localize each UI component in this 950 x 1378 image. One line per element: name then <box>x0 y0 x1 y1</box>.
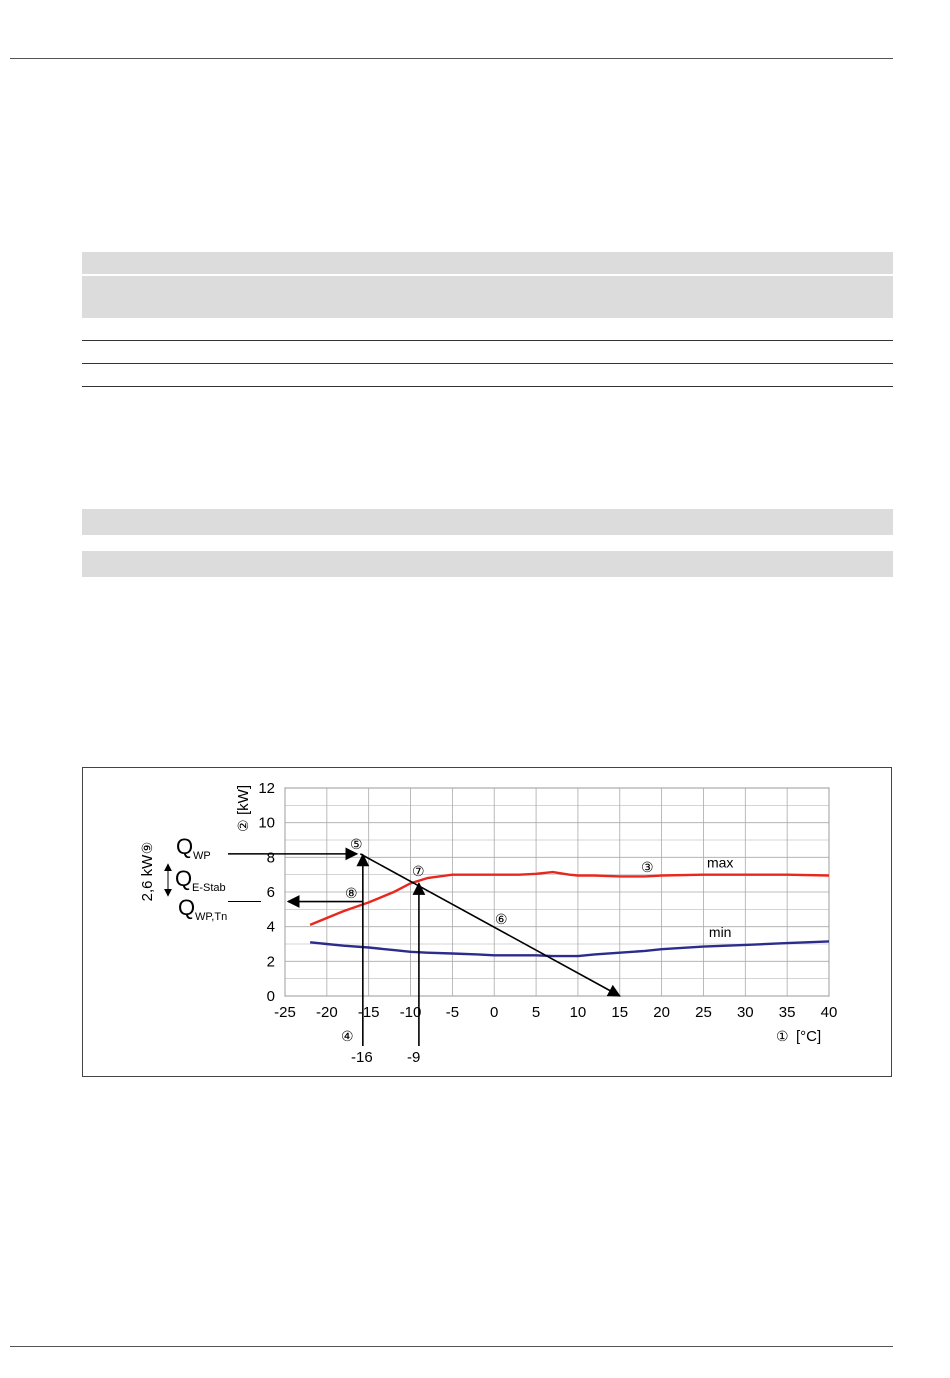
q-wptn-label: Q <box>178 895 196 920</box>
q-estab-label: Q <box>175 866 193 891</box>
marker-5: ⑤ <box>350 836 363 852</box>
x-axis-label: [°C] <box>796 1028 822 1045</box>
table-header-row <box>82 509 893 535</box>
table-row <box>82 341 893 364</box>
x-tick-label: 35 <box>778 1004 796 1021</box>
table-subheader-row <box>82 551 893 577</box>
table-header-row <box>82 252 893 274</box>
data-table-2 <box>82 509 893 577</box>
y-tick-label: 10 <box>258 814 275 832</box>
marker-x-value-2: -9 <box>407 1049 421 1066</box>
marker-9: ⑨ <box>139 841 155 855</box>
x-tick-label: -5 <box>445 1004 460 1021</box>
y-tick-label: 6 <box>266 884 275 901</box>
q-estab-subscript: E-Stab <box>192 882 226 894</box>
performance-chart-figure <box>82 767 892 1077</box>
table-row <box>82 318 893 341</box>
x-tick-label: -15 <box>357 1004 380 1021</box>
q-wptn-subscript: WP,Tn <box>195 911 228 923</box>
y-axis-label: [kW] <box>235 785 252 815</box>
marker-6: ⑥ <box>495 911 508 927</box>
x-tick-label: -10 <box>399 1004 422 1021</box>
header-rule <box>10 58 893 59</box>
x-tick-label: 15 <box>611 1004 629 1021</box>
x-tick-label: 40 <box>820 1004 838 1021</box>
x-tick-label: 5 <box>531 1004 541 1021</box>
table-subheader-row <box>82 276 893 318</box>
y-tick-label: 0 <box>266 988 275 1005</box>
y-tick-label: 12 <box>258 780 275 797</box>
x-tick-label: 10 <box>569 1004 587 1021</box>
x-tick-label: 25 <box>695 1004 712 1021</box>
data-table-1 <box>82 252 893 387</box>
y-tick-label: 4 <box>266 918 275 936</box>
table-row <box>82 364 893 387</box>
x-tick-label: -25 <box>274 1004 296 1021</box>
x-tick-label: 30 <box>736 1004 754 1021</box>
x-tick-label: 0 <box>490 1004 499 1021</box>
marker-8: ⑧ <box>345 885 358 901</box>
q-wp-subscript: WP <box>193 850 211 862</box>
footer-rule <box>10 1346 893 1347</box>
marker-x-value-1: -16 <box>351 1049 373 1066</box>
series-label-min: min <box>708 924 732 941</box>
x-axis-marker: ① <box>776 1028 789 1044</box>
q-wp-label: Q <box>176 834 194 859</box>
y-tick-label: 2 <box>266 953 275 971</box>
marker-3: ③ <box>641 859 654 875</box>
y-tick-label: 8 <box>266 849 275 867</box>
delta-power-label: 2,6 kW <box>139 854 156 902</box>
series-label-max: max <box>706 854 734 871</box>
x-tick-label: 20 <box>653 1004 670 1021</box>
marker-4: ④ <box>341 1028 354 1044</box>
chart-grid <box>285 788 829 996</box>
y-axis-marker: ② <box>235 819 251 832</box>
x-tick-label: -20 <box>316 1004 338 1021</box>
performance-chart <box>83 768 893 1078</box>
marker-7: ⑦ <box>412 863 425 879</box>
